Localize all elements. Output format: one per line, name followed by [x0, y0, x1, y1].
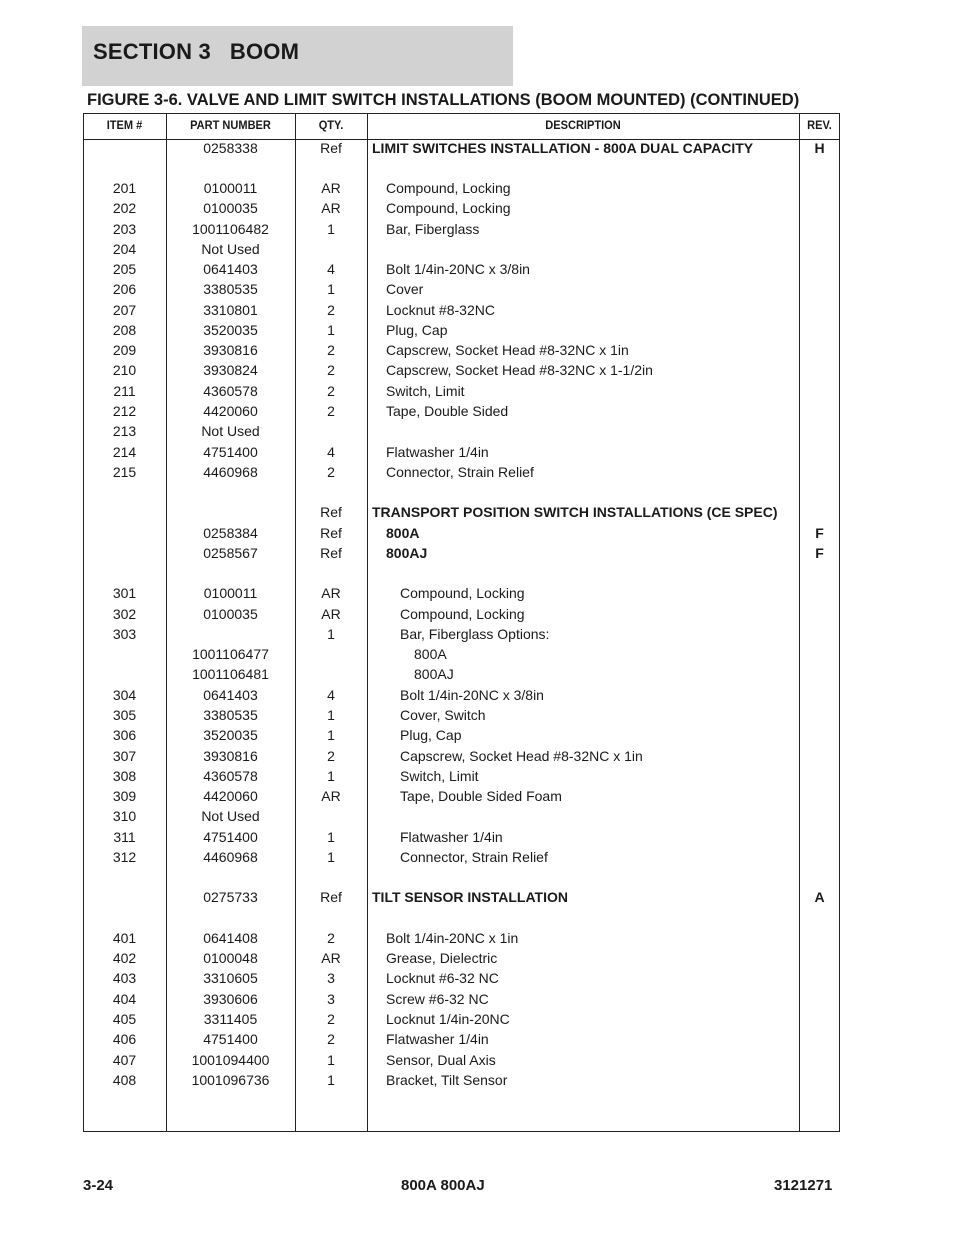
item-number-cell: 302 — [112, 606, 137, 622]
description-cell: Bar, Fiberglass Options: — [400, 626, 550, 642]
description-cell: 800AJ — [386, 545, 428, 561]
item-number-cell: 402 — [112, 950, 137, 966]
table-row — [83, 930, 840, 950]
quantity-cell: 2 — [327, 464, 335, 480]
revision-cell: A — [814, 889, 825, 905]
part-number-cell: 3520035 — [203, 727, 258, 743]
description-cell: Capscrew, Socket Head #8-32NC x 1in — [400, 748, 643, 764]
part-number-cell: 4420060 — [203, 788, 258, 804]
table-row — [83, 504, 840, 524]
quantity-cell: 3 — [327, 970, 335, 986]
description-cell: Compound, Locking — [386, 200, 511, 216]
quantity-cell: Ref — [320, 525, 342, 541]
part-number-cell: 1001106482 — [192, 221, 269, 237]
description-cell: Capscrew, Socket Head #8-32NC x 1in — [386, 342, 629, 358]
description-cell: Flatwasher 1/4in — [386, 444, 489, 460]
table-row — [83, 646, 840, 666]
item-number-cell: 303 — [112, 626, 137, 642]
description-cell: TILT SENSOR INSTALLATION — [372, 889, 568, 905]
description-cell: Capscrew, Socket Head #8-32NC x 1-1/2in — [386, 362, 653, 378]
table-row — [83, 1072, 840, 1092]
table-row — [83, 464, 840, 484]
part-number-cell: 0641403 — [203, 261, 258, 277]
item-number-cell: 406 — [112, 1031, 137, 1047]
part-number-cell: Not Used — [201, 423, 260, 439]
item-number-cell: 212 — [112, 403, 137, 419]
quantity-cell: AR — [321, 606, 341, 622]
part-number-cell: 1001096736 — [191, 1072, 270, 1088]
part-number-cell: 3930824 — [203, 362, 258, 378]
description-cell: 800A — [386, 525, 420, 541]
quantity-cell: 1 — [327, 829, 335, 845]
description-cell: Locknut 1/4in-20NC — [386, 1011, 510, 1027]
quantity-cell: 1 — [327, 221, 335, 237]
description-cell: Bar, Fiberglass — [386, 221, 480, 237]
quantity-cell: Ref — [320, 140, 342, 156]
description-cell: Switch, Limit — [386, 383, 465, 399]
quantity-cell: 1 — [327, 727, 335, 743]
table-row — [83, 221, 840, 241]
table-row — [83, 970, 840, 990]
item-number-cell: 201 — [112, 180, 137, 196]
quantity-cell: AR — [321, 788, 341, 804]
table-row — [83, 950, 840, 970]
table-row — [83, 626, 840, 646]
description-cell: Flatwasher 1/4in — [386, 1031, 489, 1047]
table-row — [83, 687, 840, 707]
part-number-cell: 3380535 — [203, 281, 258, 297]
table-row — [83, 829, 840, 849]
item-number-cell: 408 — [112, 1072, 137, 1088]
quantity-cell: Ref — [320, 889, 342, 905]
part-number-cell: 0641408 — [203, 930, 258, 946]
part-number-cell: 1001106481 — [192, 666, 269, 682]
item-number-cell: 210 — [112, 362, 137, 378]
item-number-cell: 304 — [112, 687, 137, 703]
item-number-cell: 202 — [112, 200, 137, 216]
quantity-cell: 2 — [327, 383, 335, 399]
item-number-cell: 306 — [112, 727, 137, 743]
quantity-cell: 2 — [327, 1011, 335, 1027]
table-row — [83, 383, 840, 403]
part-number-cell: Not Used — [201, 241, 260, 257]
description-cell: Connector, Strain Relief — [386, 464, 534, 480]
part-number-cell: 3310801 — [203, 302, 258, 318]
description-cell: 800AJ — [414, 666, 454, 682]
item-number-cell: 405 — [112, 1011, 137, 1027]
part-number-cell: 0258384 — [203, 525, 258, 541]
table-row — [83, 727, 840, 747]
part-number-cell: 4460968 — [203, 849, 258, 865]
revision-cell: F — [815, 525, 824, 541]
quantity-cell: 2 — [327, 1031, 335, 1047]
part-number-cell: 0641403 — [203, 687, 258, 703]
footer-model: 800A 800AJ — [401, 1177, 485, 1194]
description-cell: Screw #6-32 NC — [386, 991, 489, 1007]
quantity-cell: 2 — [327, 930, 335, 946]
part-number-cell: 4751400 — [203, 829, 258, 845]
table-row — [83, 444, 840, 464]
description-cell: Compound, Locking — [400, 606, 525, 622]
quantity-cell: 2 — [327, 302, 335, 318]
table-row — [83, 1011, 840, 1031]
item-number-cell: 211 — [113, 383, 136, 399]
quantity-cell: 2 — [327, 403, 335, 419]
table-row — [83, 403, 840, 423]
part-number-cell: 3930816 — [203, 748, 258, 764]
description-cell: Tape, Double Sided Foam — [400, 788, 562, 804]
description-cell: Switch, Limit — [400, 768, 479, 784]
part-number-cell: 4751400 — [203, 444, 258, 460]
table-row — [83, 281, 840, 301]
quantity-cell: AR — [321, 950, 341, 966]
table-row — [83, 525, 840, 545]
header-rev: REV. — [807, 118, 832, 132]
table-row — [83, 606, 840, 626]
quantity-cell: AR — [321, 585, 341, 601]
quantity-cell: 1 — [327, 626, 335, 642]
item-number-cell: 301 — [112, 585, 137, 601]
table-row — [83, 707, 840, 727]
description-cell: Locknut #8-32NC — [386, 302, 495, 318]
part-number-cell: 0100035 — [203, 606, 258, 622]
description-cell: Bolt 1/4in-20NC x 3/8in — [400, 687, 544, 703]
table-row — [83, 1031, 840, 1051]
description-cell: Flatwasher 1/4in — [400, 829, 503, 845]
table-row — [83, 889, 840, 909]
quantity-cell: 1 — [327, 281, 335, 297]
table-row — [83, 322, 840, 342]
item-number-cell: 403 — [112, 970, 137, 986]
table-row — [83, 302, 840, 322]
item-number-cell: 307 — [112, 748, 137, 764]
table-row — [83, 808, 840, 828]
part-number-cell: 3311405 — [203, 1011, 258, 1027]
part-number-cell: Not Used — [201, 808, 260, 824]
section-title: SECTION 3 BOOM — [93, 39, 300, 64]
quantity-cell: 2 — [327, 362, 335, 378]
description-cell: Grease, Dielectric — [386, 950, 498, 966]
part-number-cell: 3380535 — [203, 707, 258, 723]
part-number-cell: 3310605 — [203, 970, 258, 986]
quantity-cell: AR — [321, 200, 341, 216]
table-row — [83, 362, 840, 382]
part-number-cell: 0100048 — [203, 950, 258, 966]
table-row — [83, 241, 840, 261]
quantity-cell: 1 — [327, 322, 335, 338]
quantity-cell: 1 — [327, 768, 335, 784]
table-row — [83, 849, 840, 869]
part-number-cell: 1001094400 — [191, 1052, 270, 1068]
description-cell: TRANSPORT POSITION SWITCH INSTALLATIONS (CE SPEC) — [372, 504, 778, 520]
item-number-cell: 209 — [112, 342, 137, 358]
quantity-cell: 3 — [327, 991, 335, 1007]
quantity-cell: 1 — [327, 707, 335, 723]
description-cell: Plug, Cap — [386, 322, 448, 338]
quantity-cell: 2 — [327, 748, 335, 764]
description-cell: Tape, Double Sided — [386, 403, 509, 419]
item-number-cell: 311 — [113, 829, 136, 845]
header-part-number: PART NUMBER — [190, 118, 271, 132]
item-number-cell: 309 — [112, 788, 137, 804]
item-number-cell: 205 — [112, 261, 137, 277]
quantity-cell: 2 — [327, 342, 335, 358]
quantity-cell: 1 — [327, 1072, 335, 1088]
header-qty: QTY. — [318, 118, 344, 132]
revision-cell: F — [815, 545, 824, 561]
table-row — [83, 261, 840, 281]
quantity-cell: Ref — [320, 545, 342, 561]
part-number-cell: 4420060 — [203, 403, 258, 419]
quantity-cell: 1 — [327, 1052, 335, 1068]
quantity-cell: 1 — [327, 849, 335, 865]
table-row — [83, 200, 840, 220]
description-cell: Bolt 1/4in-20NC x 1in — [386, 930, 519, 946]
footer-page-number: 3-24 — [83, 1177, 114, 1194]
table-row — [83, 342, 840, 362]
description-cell: LIMIT SWITCHES INSTALLATION - 800A DUAL CAPACITY — [372, 140, 754, 156]
part-number-cell: 0100011 — [203, 585, 258, 601]
description-cell: Compound, Locking — [386, 180, 511, 196]
item-number-cell: 305 — [112, 707, 137, 723]
item-number-cell: 404 — [112, 991, 137, 1007]
item-number-cell: 215 — [112, 464, 137, 480]
item-number-cell: 214 — [112, 444, 137, 460]
description-cell: Bolt 1/4in-20NC x 3/8in — [386, 261, 530, 277]
quantity-cell: AR — [321, 180, 341, 196]
table-row — [83, 1052, 840, 1072]
item-number-cell: 206 — [112, 281, 137, 297]
table-row — [83, 748, 840, 768]
part-number-cell: 0258567 — [203, 545, 258, 561]
item-number-cell: 208 — [112, 322, 137, 338]
part-number-cell: 0275733 — [203, 889, 258, 905]
description-cell: Connector, Strain Relief — [400, 849, 548, 865]
part-number-cell: 0100011 — [203, 180, 258, 196]
table-row — [83, 666, 840, 686]
description-cell: 800A — [414, 646, 447, 662]
description-cell: Bracket, Tilt Sensor — [386, 1072, 508, 1088]
description-cell: Sensor, Dual Axis — [386, 1052, 496, 1068]
item-number-cell: 207 — [112, 302, 137, 318]
part-number-cell: 3520035 — [203, 322, 258, 338]
part-number-cell: 0258338 — [203, 140, 258, 156]
item-number-cell: 312 — [112, 849, 137, 865]
item-number-cell: 401 — [112, 930, 137, 946]
footer-doc-number: 3121271 — [774, 1177, 833, 1194]
table-row — [83, 180, 840, 200]
header-description: DESCRIPTION — [545, 118, 621, 132]
figure-title: FIGURE 3-6. VALVE AND LIMIT SWITCH INSTALLATIONS (BOOM MOUNTED) (CONTINUED) — [87, 91, 800, 109]
part-number-cell: 3930606 — [203, 991, 258, 1007]
table-row — [83, 991, 840, 1011]
table-row — [83, 140, 840, 160]
table-row — [83, 585, 840, 605]
item-number-cell: 308 — [112, 768, 137, 784]
part-number-cell: 0100035 — [203, 200, 258, 216]
description-cell: Cover, Switch — [400, 707, 486, 723]
item-number-cell: 310 — [112, 808, 137, 824]
quantity-cell: Ref — [320, 504, 342, 520]
description-cell: Locknut #6-32 NC — [386, 970, 499, 986]
table-row — [83, 768, 840, 788]
part-number-cell: 3930816 — [203, 342, 258, 358]
part-number-cell: 4360578 — [203, 383, 258, 399]
quantity-cell: 4 — [327, 444, 335, 460]
description-cell: Compound, Locking — [400, 585, 525, 601]
revision-cell: H — [814, 140, 825, 156]
description-cell: Cover — [386, 281, 424, 297]
description-cell: Plug, Cap — [400, 727, 462, 743]
part-number-cell: 4360578 — [203, 768, 258, 784]
quantity-cell: 4 — [327, 687, 335, 703]
table-row — [83, 545, 840, 565]
item-number-cell: 204 — [112, 241, 137, 257]
header-item: ITEM # — [106, 118, 143, 132]
item-number-cell: 213 — [112, 423, 137, 439]
item-number-cell: 407 — [112, 1052, 137, 1068]
table-row — [83, 423, 840, 443]
item-number-cell: 203 — [112, 221, 137, 237]
part-number-cell: 4751400 — [203, 1031, 258, 1047]
part-number-cell: 4460968 — [203, 464, 258, 480]
quantity-cell: 4 — [327, 261, 335, 277]
table-row — [83, 788, 840, 808]
part-number-cell: 1001106477 — [192, 646, 269, 662]
